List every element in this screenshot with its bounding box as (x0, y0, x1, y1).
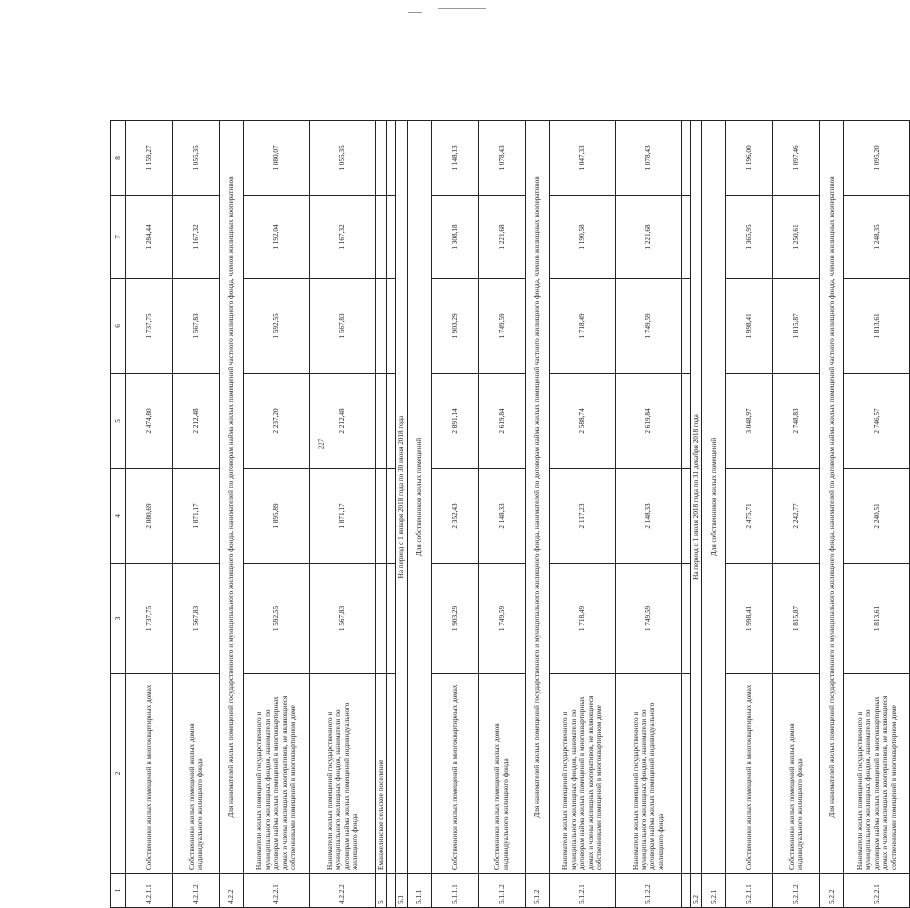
row-value: 1 998,41 (726, 279, 773, 374)
row-code: 5.1.2.2 (615, 874, 681, 908)
empty-cell (387, 121, 396, 196)
row-value: 1 567,83 (173, 564, 220, 674)
section-title: Для нанимателей жилых помещений государственного и муниципального жилищного фонда, нанимателей по договорам найма жилых помещений частного жилищного фонда, членов жилищных кооперативов (525, 121, 549, 874)
spacer-row (681, 121, 690, 908)
empty-cell (681, 564, 690, 674)
row-value: 1 567,83 (173, 279, 220, 374)
row-value: 1 737,75 (126, 564, 173, 674)
row-value: 2 148,33 (478, 469, 525, 564)
row-value: 2 619,84 (615, 374, 681, 469)
row-value: 1 167,32 (173, 196, 220, 279)
row-value: 1 055,35 (310, 121, 376, 196)
row-value: 1 749,59 (615, 564, 681, 674)
row-code: 5.1.2.1 (549, 874, 615, 908)
empty-cell (376, 469, 387, 564)
row-value: 2 891,14 (431, 374, 478, 469)
table-row (702, 121, 726, 908)
section-title: На период с 1 июля 2018 года по 31 декабря 2018 года (690, 121, 701, 874)
row-code: 5.2.2.1 (844, 874, 910, 908)
row-value: 1 813,61 (844, 564, 910, 674)
row-value: 1 095,20 (844, 121, 910, 196)
table-row (220, 121, 244, 908)
row-value: 2 148,33 (615, 469, 681, 564)
row-code: 5.2.1.2 (773, 874, 820, 908)
table-row (820, 121, 844, 908)
row-value: 1 903,29 (431, 279, 478, 374)
row-value: 2 080,69 (126, 469, 173, 564)
row-value: 2 746,57 (844, 374, 910, 469)
row-value: 1 903,29 (431, 564, 478, 674)
table-row (431, 121, 478, 908)
table-row (376, 121, 387, 908)
empty-cell (387, 374, 396, 469)
column-number: 2 (111, 674, 126, 874)
row-value: 1 308,18 (431, 196, 478, 279)
row-name: Наниматели жилых помещений государственного и муниципального жилищных фондов, наниматели по договорам найма жилых помещений в многоквартирных домах и члены жилищных кооперативов, не являющиеся собственниками помещений в многоквартирном доме (844, 674, 910, 874)
table-row (396, 121, 407, 908)
row-name: Собственники жилых помещений в многоквартирных домах (726, 674, 773, 874)
column-number: 1 (111, 874, 126, 908)
row-value: 1 192,04 (244, 196, 310, 279)
column-number: 4 (111, 469, 126, 564)
row-value: 1 097,46 (773, 121, 820, 196)
row-name: Еманжелинское сельское поселение (376, 674, 387, 874)
row-name: Наниматели жилых помещений государственного и муниципального жилищных фондов, наниматели по договорам найма жилых помещений индивидуального жилищного фонда (615, 674, 681, 874)
row-value: 2 352,43 (431, 469, 478, 564)
empty-cell (376, 121, 387, 196)
table-row (478, 121, 525, 908)
row-value: 1 871,17 (173, 469, 220, 564)
section-title: Для нанимателей жилых помещений государственного и муниципального жилищного фонда, нанимателей по договорам найма жилых помещений частного жилищного фонда, членов жилищных кооперативов (220, 121, 244, 874)
column-number-row (111, 121, 126, 908)
row-value: 1 567,83 (310, 279, 376, 374)
row-value: 1 718,49 (549, 564, 615, 674)
row-value: 2 588,74 (549, 374, 615, 469)
row-name: Собственники жилых помещений в многоквартирных домах (126, 674, 173, 874)
row-code: 5.1 (396, 874, 407, 908)
table-row (126, 121, 173, 908)
row-code: 5.2 (690, 874, 701, 908)
table-row (690, 121, 701, 908)
row-value: 1 078,43 (615, 121, 681, 196)
empty-cell (681, 874, 690, 908)
row-value: 2 237,20 (244, 374, 310, 469)
row-value: 1 718,49 (549, 279, 615, 374)
row-value: 2 240,51 (844, 469, 910, 564)
table-row (615, 121, 681, 908)
row-value: 1 148,13 (431, 121, 478, 196)
table-row (549, 121, 615, 908)
table-row (844, 121, 910, 908)
row-name: Собственники жилых помещений жилых домов индивидуального жилищного фонда (173, 674, 220, 874)
row-value: 1 749,59 (478, 279, 525, 374)
row-value: 2 212,48 (310, 374, 376, 469)
column-number: 6 (111, 279, 126, 374)
row-value: 2 212,48 (173, 374, 220, 469)
scan-mark (438, 8, 486, 9)
row-value: 1 250,61 (773, 196, 820, 279)
row-code: 5.2.2 (820, 874, 844, 908)
empty-cell (681, 121, 690, 196)
empty-cell (387, 469, 396, 564)
scan-mark (408, 12, 422, 13)
rotated-page (110, 121, 898, 908)
empty-cell (681, 279, 690, 374)
section-title: Для собственников жилых помещений (702, 121, 726, 874)
row-value: 1 078,43 (478, 121, 525, 196)
table-row (173, 121, 220, 908)
row-value: 1 365,95 (726, 196, 773, 279)
row-value: 1 196,00 (726, 121, 773, 196)
row-value: 1 592,55 (244, 279, 310, 374)
row-code: 5.1.1 (407, 874, 431, 908)
section-title: Для нанимателей жилых помещений государственного и муниципального жилищного фонда, нанимателей по договорам найма жилых помещений частного жилищного фонда, членов жилищных кооперативов (820, 121, 844, 874)
row-code: 4.2.2 (220, 874, 244, 908)
empty-cell (681, 196, 690, 279)
empty-cell (387, 874, 396, 908)
row-value: 2 748,83 (773, 374, 820, 469)
row-name: Собственники жилых помещений жилых домов индивидуального жилищного фонда (478, 674, 525, 874)
row-code: 4.2.2.2 (310, 874, 376, 908)
row-value: 1 190,58 (549, 196, 615, 279)
row-value: 1 055,35 (173, 121, 220, 196)
row-value: 3 048,97 (726, 374, 773, 469)
row-value: 2 475,71 (726, 469, 773, 564)
row-code: 5.2.1 (702, 874, 726, 908)
row-name: Наниматели жилых помещений государственного и муниципального жилищных фондов, наниматели по договорам найма жилых помещений в многоквартирных домах и члены жилищных кооперативов, не являющиеся собственниками помещений в многоквартирном доме (549, 674, 615, 874)
empty-cell (387, 564, 396, 674)
table-row (407, 121, 431, 908)
table-row (310, 121, 376, 908)
row-name: Собственники жилых помещений жилых домов индивидуального жилищного фонда (773, 674, 820, 874)
row-value: 1 248,35 (844, 196, 910, 279)
row-name: Собственники жилых помещений в многоквартирных домах (431, 674, 478, 874)
table-row (244, 121, 310, 908)
row-code: 5 (376, 874, 387, 908)
row-value: 2 619,84 (478, 374, 525, 469)
page-number: 227 (317, 438, 326, 450)
column-number: 8 (111, 121, 126, 196)
row-value: 1 815,87 (773, 564, 820, 674)
empty-cell (387, 279, 396, 374)
empty-cell (387, 674, 396, 874)
section-title: Для собственников жилых помещений (407, 121, 431, 874)
empty-cell (681, 674, 690, 874)
row-value: 1 159,27 (126, 121, 173, 196)
row-code: 5.1.1.1 (431, 874, 478, 908)
row-code: 4.2.1.1 (126, 874, 173, 908)
column-number: 5 (111, 374, 126, 469)
row-name: Наниматели жилых помещений государственного и муниципального жилищных фондов, наниматели по договорам найма жилых помещений в многоквартирных домах и члены жилищных кооперативов, не являющиеся собственниками помещений в многоквартирном доме (244, 674, 310, 874)
row-code: 5.2.1.1 (726, 874, 773, 908)
row-code: 4.2.2.1 (244, 874, 310, 908)
row-name: Наниматели жилых помещений государственного и муниципального жилищных фондов, наниматели по договорам найма жилых помещений индивидуального жилищного фонда (310, 674, 376, 874)
empty-cell (681, 469, 690, 564)
empty-cell (376, 564, 387, 674)
row-value: 1 895,89 (244, 469, 310, 564)
row-value: 1 221,68 (478, 196, 525, 279)
row-value: 1 871,17 (310, 469, 376, 564)
row-value: 1 815,87 (773, 279, 820, 374)
row-value: 1 284,44 (126, 196, 173, 279)
section-title: На период с 1 января 2018 года по 30 июня 2018 года (396, 121, 407, 874)
row-value: 2 474,80 (126, 374, 173, 469)
row-code: 5.1.2 (525, 874, 549, 908)
column-number: 3 (111, 564, 126, 674)
row-value: 1 749,59 (478, 564, 525, 674)
spacer-row (387, 121, 396, 908)
row-value: 1 080,07 (244, 121, 310, 196)
empty-cell (376, 374, 387, 469)
row-value: 2 242,77 (773, 469, 820, 564)
empty-cell (376, 279, 387, 374)
row-value: 1 047,33 (549, 121, 615, 196)
row-code: 4.2.1.2 (173, 874, 220, 908)
table-row (773, 121, 820, 908)
row-value: 2 117,23 (549, 469, 615, 564)
row-value: 1 167,32 (310, 196, 376, 279)
empty-cell (681, 374, 690, 469)
column-number: 7 (111, 196, 126, 279)
tariff-table (110, 120, 910, 908)
empty-cell (376, 196, 387, 279)
row-value: 1 737,75 (126, 279, 173, 374)
row-value: 1 567,83 (310, 564, 376, 674)
row-value: 1 813,61 (844, 279, 910, 374)
table-row (525, 121, 549, 908)
empty-cell (387, 196, 396, 279)
row-value: 1 998,41 (726, 564, 773, 674)
row-value: 1 749,59 (615, 279, 681, 374)
table-row (726, 121, 773, 908)
row-value: 1 221,68 (615, 196, 681, 279)
row-value: 1 592,55 (244, 564, 310, 674)
row-code: 5.1.1.2 (478, 874, 525, 908)
